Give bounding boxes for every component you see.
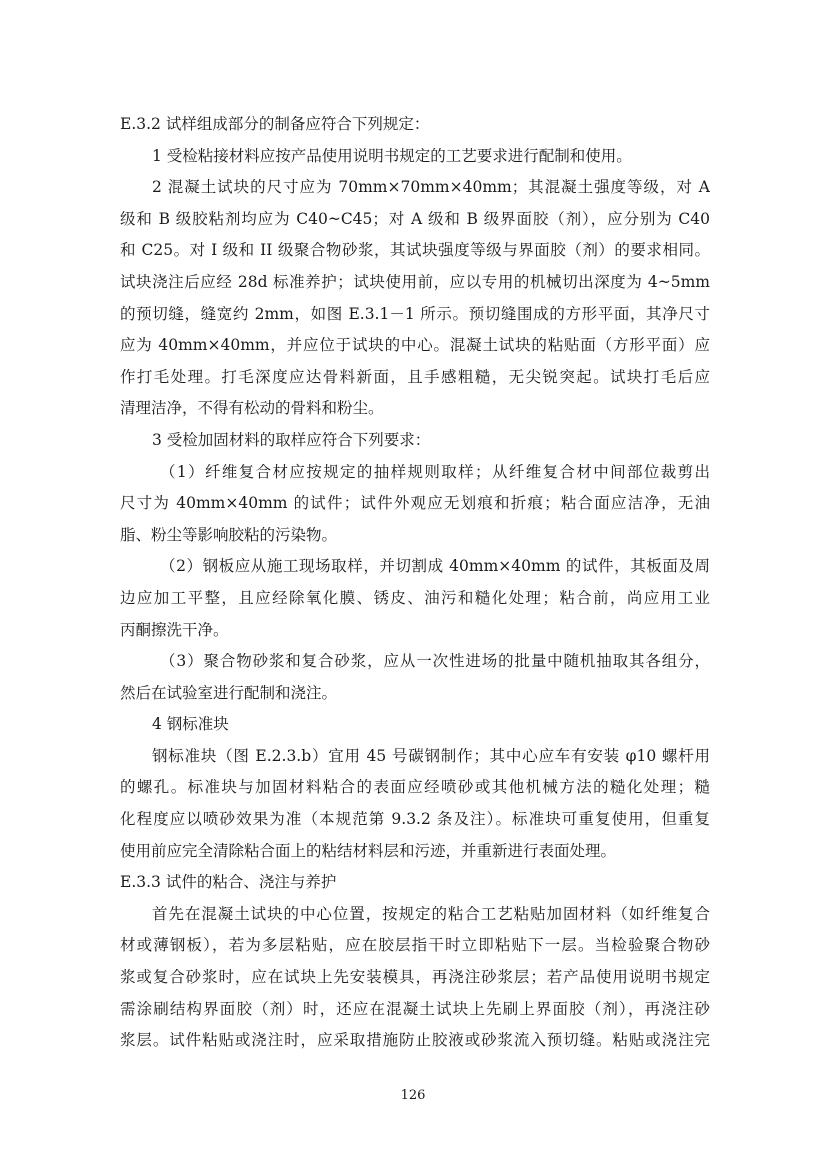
clause-3-item-2-line-3: 丙酮擦洗干净。 xyxy=(120,620,229,639)
clause-3-item-1-line-3: 脂、粉尘等影响胶粘的污染物。 xyxy=(120,525,338,544)
page-body xyxy=(120,109,710,1057)
clause-2-line-1: 2 混凝土试块的尺寸应为 70mm×70mm×40mm；其混凝土强度等级，对 A xyxy=(152,178,710,197)
clause-2-line-5: 的预切缝，缝宽约 2mm，如图 E.3.1－1 所示。预切缝围成的方形平面，其净尺寸 xyxy=(120,304,710,323)
clause-2-line-2: 级和 B 级胶粘剂均应为 C40~C45；对 A 级和 B 级界面胶（剂），应分别为 C40 xyxy=(120,209,710,228)
clause-4-heading: 4 钢标准块 xyxy=(152,715,229,734)
clause-4-line-4: 使用前应完全清除粘合面上的粘结材料层和污迹，并重新进行表面处理。 xyxy=(120,841,617,860)
clause-2-line-4: 试块浇注后应经 28d 标准养护；试块使用前，应以专用的机械切出深度为 4~5mm xyxy=(120,272,710,291)
section-heading-e-3-2: E.3.2 试样组成部分的制备应符合下列规定： xyxy=(120,115,430,133)
clause-3-item-3-line-1: （3）聚合物砂浆和复合砂浆，应从一次性进场的批量中随机抽取其各组分， xyxy=(160,652,710,671)
section-e-3-3-line-1: 首先在混凝土试块的中心位置，按规定的粘合工艺粘贴加固材料（如纤维复合 xyxy=(152,904,710,923)
section-heading-e-3-3: E.3.3 试件的粘合、浇注与养护 xyxy=(120,873,337,892)
clause-3-item-2-line-1: （2）钢板应从施工现场取样，并切割成 40mm×40mm 的试件，其板面及周 xyxy=(160,557,710,576)
clause-2-line-7: 作打毛处理。打毛深度应达骨料新面，且手感粗糙，无尖锐突起。试块打毛后应 xyxy=(120,367,710,386)
clause-2-line-3: 和 C25。对 I 级和 II 级聚合物砂浆，其试块强度等级与界面胶（剂）的要求相同。 xyxy=(120,241,710,260)
clause-2-line-6: 应为 40mm×40mm，并应位于试块的中心。混凝土试块的粘贴面（方形平面）应 xyxy=(120,336,710,355)
clause-4-line-3: 化程度应以喷砂效果为准（本规范第 9.3.2 条及注）。标准块可重复使用，但重复 xyxy=(120,810,710,829)
section-e-3-3-line-3: 浆或复合砂浆时，应在试块上先安装模具，再浇注砂浆层；若产品使用说明书规定 xyxy=(120,968,710,987)
section-e-3-3-line-5: 浆层。试件粘贴或浇注时，应采取措施防止胶液或砂浆流入预切缝。粘贴或浇注完 xyxy=(120,1031,710,1050)
clause-3-item-3-line-2: 然后在试验室进行配制和浇注。 xyxy=(120,683,338,702)
clause-3-item-1-line-2: 尺寸为 40mm×40mm 的试件；试件外观应无划痕和折痕；粘合面应洁净，无油 xyxy=(120,494,710,513)
clause-3-item-1-line-1: （1）纤维复合材应按规定的抽样规则取样；从纤维复合材中间部位裁剪出 xyxy=(160,462,710,481)
clause-3-item-2-line-2: 边应加工平整，且应经除氧化膜、锈皮、油污和糙化处理；粘合前，尚应用工业 xyxy=(120,588,710,607)
clause-4-line-1: 钢标准块（图 E.2.3.b）宜用 45 号碳钢制作；其中心应车有安装 φ10 螺杆用 xyxy=(152,746,710,765)
clause-4-line-2: 的螺孔。标准块与加固材料粘合的表面应经喷砂或其他机械方法的糙化处理；糙 xyxy=(120,778,710,797)
section-e-3-3-line-4: 需涂刷结构界面胶（剂）时，还应在混凝土试块上先刷上界面胶（剂），再浇注砂 xyxy=(120,999,710,1018)
clause-3: 3 受检加固材料的取样应符合下列要求： xyxy=(152,430,431,449)
page-number: 126 xyxy=(400,1088,426,1103)
section-e-3-3-line-2: 材或薄钢板），若为多层粘贴，应在胶层指干时立即粘贴下一层。当检验聚合物砂 xyxy=(120,936,710,955)
clause-1: 1 受检粘接材料应按产品使用说明书规定的工艺要求进行配制和使用。 xyxy=(152,146,632,165)
clause-2-line-8: 清理洁净，不得有松动的骨料和粉尘。 xyxy=(120,399,384,418)
